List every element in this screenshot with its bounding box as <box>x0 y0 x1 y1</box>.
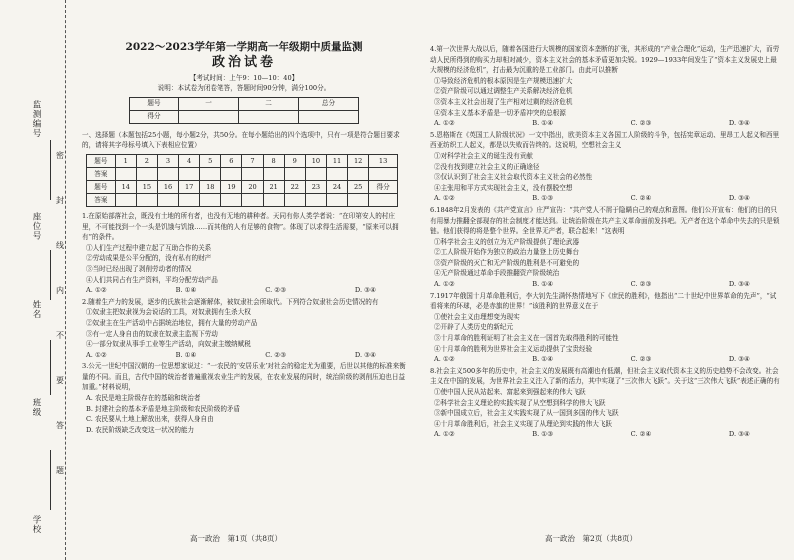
answer-cell[interactable] <box>157 193 178 206</box>
question-option: C. 农民要从土地上解放出来，获得人身自由 <box>86 415 214 424</box>
question <box>82 211 406 296</box>
answer-choice[interactable]: A. ①② <box>434 119 455 128</box>
question-option: ②资产阶级可以通过调整生产关系解决经济危机 <box>434 87 573 96</box>
question-option: ③当时已经出现了剥削劳动者的情况 <box>86 264 192 273</box>
question-option: ②工人阶级开始作为独立的政治力量登上历史舞台 <box>434 248 580 257</box>
section1-intro: 一、选择题（本题包括25小题，每小题2分，共50分。在每小题给出的四个选项中，只有一项是符合题目要求的，请将其字母标号填入下表相应位置） <box>82 130 400 150</box>
question-option: ④资本主义基本矛盾是一切矛盾冲突的总根源 <box>434 108 566 117</box>
answer-choice[interactable]: B. ①③ <box>532 430 554 439</box>
answer-cell[interactable] <box>115 167 136 180</box>
question-stem: 5.恩格斯在《英国工人阶级状况》一文中指出，欧美资本主义各国工人阶级的斗争，包括宪章运动、里昂工人起义和西里西亚纺织工人起义，都是以失败而告终的。这说明，空想社会主义 <box>430 130 780 150</box>
question-option: ④主张用和平方式实现社会主义，没有摆脱空想 <box>434 183 573 192</box>
answer-cell[interactable] <box>200 167 221 180</box>
question-option: ④无产阶级通过革命手段推翻资产阶级统治 <box>434 269 560 278</box>
answer-cell[interactable] <box>179 193 200 206</box>
answer-choice[interactable]: B. ①③ <box>532 194 554 203</box>
answer-choice[interactable]: A. ①② <box>86 286 107 295</box>
cut-mark: 线 <box>56 241 64 250</box>
answer-cell[interactable] <box>263 193 284 206</box>
cut-mark: 答 <box>56 421 64 430</box>
answer-choice[interactable]: D. ③④ <box>728 280 750 289</box>
question-number-cell: 6 <box>221 154 242 167</box>
exam-no-line <box>50 140 51 200</box>
question-number-cell: 25 <box>348 180 369 193</box>
answer-choices <box>430 429 780 440</box>
exam-title: 2022～2023学年第一学期高一年级期中质量监测 <box>125 41 363 53</box>
answer-choices <box>430 279 780 290</box>
question-number-cell: 18 <box>200 180 221 193</box>
answer-choice[interactable]: D. ③④ <box>354 350 376 359</box>
right-questions <box>430 44 780 440</box>
answer-cell[interactable] <box>242 167 263 180</box>
answer-cell[interactable] <box>136 167 157 180</box>
question-stem: 8.社会主义500多年的历史中，社会主义的发展既有高潮也有低潮，但社会主义取代资本主义的历史趋势不会改变。社会主义在中国的发展，为世界社会主义注入了新的活力，其中实现了“三次伟大飞跃”。关于这“三次伟大飞跃”表述正确的有 <box>430 366 780 386</box>
class-label: 班级 <box>31 398 41 417</box>
answer-cell[interactable] <box>263 167 284 180</box>
score-header: 二 <box>239 97 299 110</box>
answer-choice[interactable]: B. ①④ <box>532 355 554 364</box>
question-option: ②开辟了人类历史的新纪元 <box>434 323 514 332</box>
score-cell[interactable] <box>239 110 299 123</box>
question-number-cell: 17 <box>179 180 200 193</box>
cut-mark: 题 <box>56 466 64 475</box>
question-number-cell: 4 <box>179 154 200 167</box>
question-option: ③十月革命的胜利证明了社会主义在一国首先取得胜利的可能性 <box>434 334 619 343</box>
question-number-cell: 12 <box>348 154 369 167</box>
question <box>430 205 780 290</box>
question-option: B. 封建社会的基本矛盾是地主阶级和农民阶级的矛盾 <box>86 404 241 413</box>
question-option: ③有一定人身自由的奴隶在奴隶主监视下劳动 <box>86 329 218 338</box>
subject-title: 政治试卷 <box>211 55 276 70</box>
question <box>82 297 406 361</box>
question-number-cell: 1 <box>115 154 136 167</box>
question-number-cell: 20 <box>242 180 263 193</box>
answer-choice[interactable]: C. ②④ <box>630 194 652 203</box>
question-option: A. 农民是地主阶级存在的基础和统治者 <box>86 394 201 403</box>
answer-cell[interactable] <box>179 167 200 180</box>
school-line <box>50 450 51 510</box>
answer-cell[interactable] <box>221 167 242 180</box>
answer-cell[interactable] <box>242 193 263 206</box>
question-option: ②没有找到建立社会主义的正确途径 <box>434 162 540 171</box>
answer-choice[interactable]: C. ②③ <box>265 286 287 295</box>
answer-cell[interactable] <box>348 193 369 206</box>
name-line <box>50 250 51 300</box>
question-number-cell: 8 <box>263 154 284 167</box>
answer-choices <box>430 193 780 204</box>
seat-label: 座位号 <box>31 212 41 241</box>
question <box>430 130 780 204</box>
question-number-cell: 7 <box>242 154 263 167</box>
question-number-cell: 5 <box>200 154 221 167</box>
score-header: 总分 <box>299 97 359 110</box>
answer-cell[interactable] <box>348 167 369 180</box>
left-column <box>82 40 406 436</box>
question-number-cell: 2 <box>136 154 157 167</box>
score-value-cell[interactable] <box>369 193 398 206</box>
score-cell[interactable] <box>299 110 359 123</box>
score-row-label: 得分 <box>130 110 179 123</box>
answer-cell[interactable] <box>284 167 305 180</box>
question-stem: 7.1917年俄国十月革命胜利后，李大钊先生满怀热情地写下《庶民的胜利》，他指出“二十世纪中世界革命的先声”，“试看将来的环球，必是赤旗的世界！”该胜利的世界意义在于 <box>430 291 777 311</box>
binding-strip <box>0 0 66 560</box>
answer-row-label: 题号 <box>87 154 116 167</box>
answer-cell[interactable] <box>305 167 326 180</box>
exam-time: 【考试时间：上午9：10—10：40】 <box>189 73 299 82</box>
name-label: 姓名 <box>31 300 41 319</box>
question-option: ③资产阶级的灭亡和无产阶级的胜利是不可避免的 <box>434 258 580 267</box>
question <box>430 366 780 440</box>
answer-choice[interactable]: D. ③④ <box>354 286 376 295</box>
question <box>430 291 780 365</box>
answer-choices <box>430 118 780 129</box>
answer-choice[interactable]: C. ②③ <box>265 350 287 359</box>
class-line <box>50 340 51 395</box>
answer-cell[interactable] <box>157 167 178 180</box>
answer-cell[interactable] <box>326 193 347 206</box>
page-footer-right: 高一政治 第2页（共8页） <box>545 534 638 543</box>
question-option: ②科学社会主义理论的实践实现了从空想到科学的伟大飞跃 <box>434 398 606 407</box>
answer-choice[interactable]: B. ①④ <box>532 119 554 128</box>
question-number-cell: 15 <box>136 180 157 193</box>
score-table <box>129 97 359 124</box>
question-option: ①对科学社会主义的诞生没有贡献 <box>434 151 533 160</box>
question-option: ③仅认识到了社会主义社会取代资本主义社会的必然性 <box>434 173 593 182</box>
answer-label: 答案 <box>87 193 116 206</box>
question-number-cell: 11 <box>326 154 347 167</box>
answer-row-label: 题号 <box>87 180 116 193</box>
question-option: ④一部分奴隶从事手工业等生产活动，向奴隶主缴纳赋税 <box>86 340 251 349</box>
question-option: ①使社会主义由理想变为现实 <box>434 312 520 321</box>
question-number-cell: 10 <box>305 154 326 167</box>
answer-choice[interactable]: B. ①④ <box>175 286 197 295</box>
answer-choice[interactable]: A. ①② <box>86 350 107 359</box>
page-footer-left: 高一政治 第1页（共8页） <box>190 534 283 543</box>
answer-cell[interactable] <box>115 193 136 206</box>
left-questions <box>82 211 406 435</box>
question-number-cell: 14 <box>115 180 136 193</box>
answer-choice[interactable]: D. ③④ <box>728 430 750 439</box>
score-label-cell: 得分 <box>369 180 398 193</box>
answer-choice[interactable]: D. ③④ <box>728 194 750 203</box>
question-option: ④十月革命胜利后，社会主义实现了从理论到实践的伟大飞跃 <box>434 419 613 428</box>
question-number-cell: 22 <box>284 180 305 193</box>
answer-choice[interactable]: C. ②③ <box>630 355 652 364</box>
answer-choices <box>82 285 406 296</box>
question <box>430 44 780 129</box>
question <box>82 361 406 435</box>
answer-choices <box>430 354 780 365</box>
answer-choice[interactable]: C. ②③ <box>630 119 652 128</box>
question-option: ③新中国成立后，社会主义实践实现了从一国到多国的伟大飞跃 <box>434 409 619 418</box>
question-number-cell: 24 <box>326 180 347 193</box>
question-option: ②奴隶主在生产活动中占据统治地位，拥有大量的劳动产品 <box>86 318 258 327</box>
question-number-cell: 13 <box>369 154 398 167</box>
answer-choice[interactable]: B. ①④ <box>532 280 554 289</box>
school-label: 学校 <box>31 515 41 534</box>
answer-choice[interactable]: B. ①④ <box>175 350 197 359</box>
answer-cell[interactable] <box>369 167 398 180</box>
answer-label: 答案 <box>87 167 116 180</box>
answer-choice[interactable]: D. ③④ <box>728 119 750 128</box>
question-stem: 3.公元一世纪中国汉朝的一位思想家说过：“一农民的‘安居乐业’对社会的稳定尤为重要，后世以其他的标准来衡量的不同。而且，古代中国的统治者普遍重视农业生产的发展，在农业发展的同时，统治阶级的剥削压迫也日益加重。”材料说明， <box>82 362 406 392</box>
question-number-cell: 16 <box>157 180 178 193</box>
cut-mark: 要 <box>56 376 64 385</box>
question-option: ①使中国人民从站起来、富起来到强起来的伟大飞跃 <box>434 388 586 396</box>
cut-mark: 密 <box>56 151 64 160</box>
answer-table <box>86 154 398 207</box>
question-option: ①奴隶主把奴隶视为会说话的工具，对奴隶拥有生杀大权 <box>86 308 251 317</box>
exam-note: 说明：本试卷为闭卷笔答，答题时间90分钟，满分100分。 <box>157 84 331 93</box>
right-column <box>430 44 780 441</box>
cut-mark: 内 <box>56 286 64 295</box>
question-stem: 6.1848年2月发表的《共产党宣言》庄严宣告：“共产党人不屑于隐瞒自己的观点和意图。他们公开宣布：他们的目的只有用暴力推翻全部现存的社会制度才能达到。让统治阶级在共产主义革命面前发抖吧。无产者在这个革命中失去的只是锁链。他们获得的将是整个世界。全世界无产者，联合起来！”这表明 <box>430 205 780 236</box>
question-number-cell: 19 <box>221 180 242 193</box>
question-number-cell: 23 <box>305 180 326 193</box>
question-option: ②劳动成果是公平分配的，没有私有的财产 <box>86 254 212 263</box>
answer-choice[interactable]: A. ①② <box>434 430 455 439</box>
exam-no-label: 监测编号 <box>31 100 41 138</box>
question-number-cell: 9 <box>284 154 305 167</box>
answer-choice[interactable]: A. ①② <box>434 280 455 289</box>
question-option: ④人们共同占有生产资料，平均分配劳动产品 <box>86 275 218 284</box>
answer-choice[interactable]: C. ②③ <box>630 280 652 289</box>
answer-cell[interactable] <box>221 193 242 206</box>
score-header: 题号 <box>130 97 179 110</box>
answer-cell[interactable] <box>326 167 347 180</box>
question-stem: 1.在原始部落社会，既没有土地的所有者，也没有无地的耕种者。天同有你人类学者说：“在印第安人的村庄里，不可能找到一个一头是饥饿与饥饿……而其他的人有足够的食物”。体现了以求得生活需要，“原来可以拥有”的条件。 <box>82 211 399 242</box>
question-option: ①导致经济危机的根本原因是生产规模迅速扩大 <box>434 76 573 85</box>
answer-choice[interactable]: D. ③④ <box>728 355 750 364</box>
question-option: ④十月革命的胜利为世界社会主义运动提供了宝贵经验 <box>434 344 593 353</box>
question-option: ①人们生产过程中建立起了互助合作的关系 <box>86 243 212 252</box>
answer-cell[interactable] <box>284 193 305 206</box>
question-option: D. 农民阶级缺乏改变这一状况的能力 <box>86 425 195 434</box>
answer-cell[interactable] <box>200 193 221 206</box>
answer-choice[interactable]: C. ②④ <box>630 430 652 439</box>
question-number-cell: 21 <box>263 180 284 193</box>
answer-cell[interactable] <box>305 193 326 206</box>
question-stem: 4.第一次世界大战以后，随着各国进行大规模的国家资本垄断的扩张，其形成的“产业合理化”运动，生产迅速扩大，而劳动人民所得到的购买力却相对减少，资本主义社会的基本矛盾更加尖锐。1929—1933年间发生了“资本主义发展史上最大规模的经济危机”，打击最为沉重的是工业部门。由此可以推断 <box>430 45 780 75</box>
cut-mark: 封 <box>56 196 64 205</box>
question-option: ①科学社会主义的创立为无产阶级提供了理论武器 <box>434 237 580 246</box>
question-stem: 2.随着生产力的发展，逐步的氏族社会逐渐解体，被奴隶社会所取代。下列符合奴隶社会历史情况的有 <box>82 297 379 306</box>
score-header: 一 <box>179 97 239 110</box>
score-cell[interactable] <box>179 110 239 123</box>
cut-mark: 不 <box>56 331 64 340</box>
answer-cell[interactable] <box>136 193 157 206</box>
question-option: ③资本主义社会出现了生产相对过剩的经济危机 <box>434 97 573 106</box>
answer-choice[interactable]: A. ①② <box>434 194 455 203</box>
answer-choices <box>82 350 406 361</box>
question-number-cell: 3 <box>157 154 178 167</box>
answer-choice[interactable]: A. ①② <box>434 355 455 364</box>
